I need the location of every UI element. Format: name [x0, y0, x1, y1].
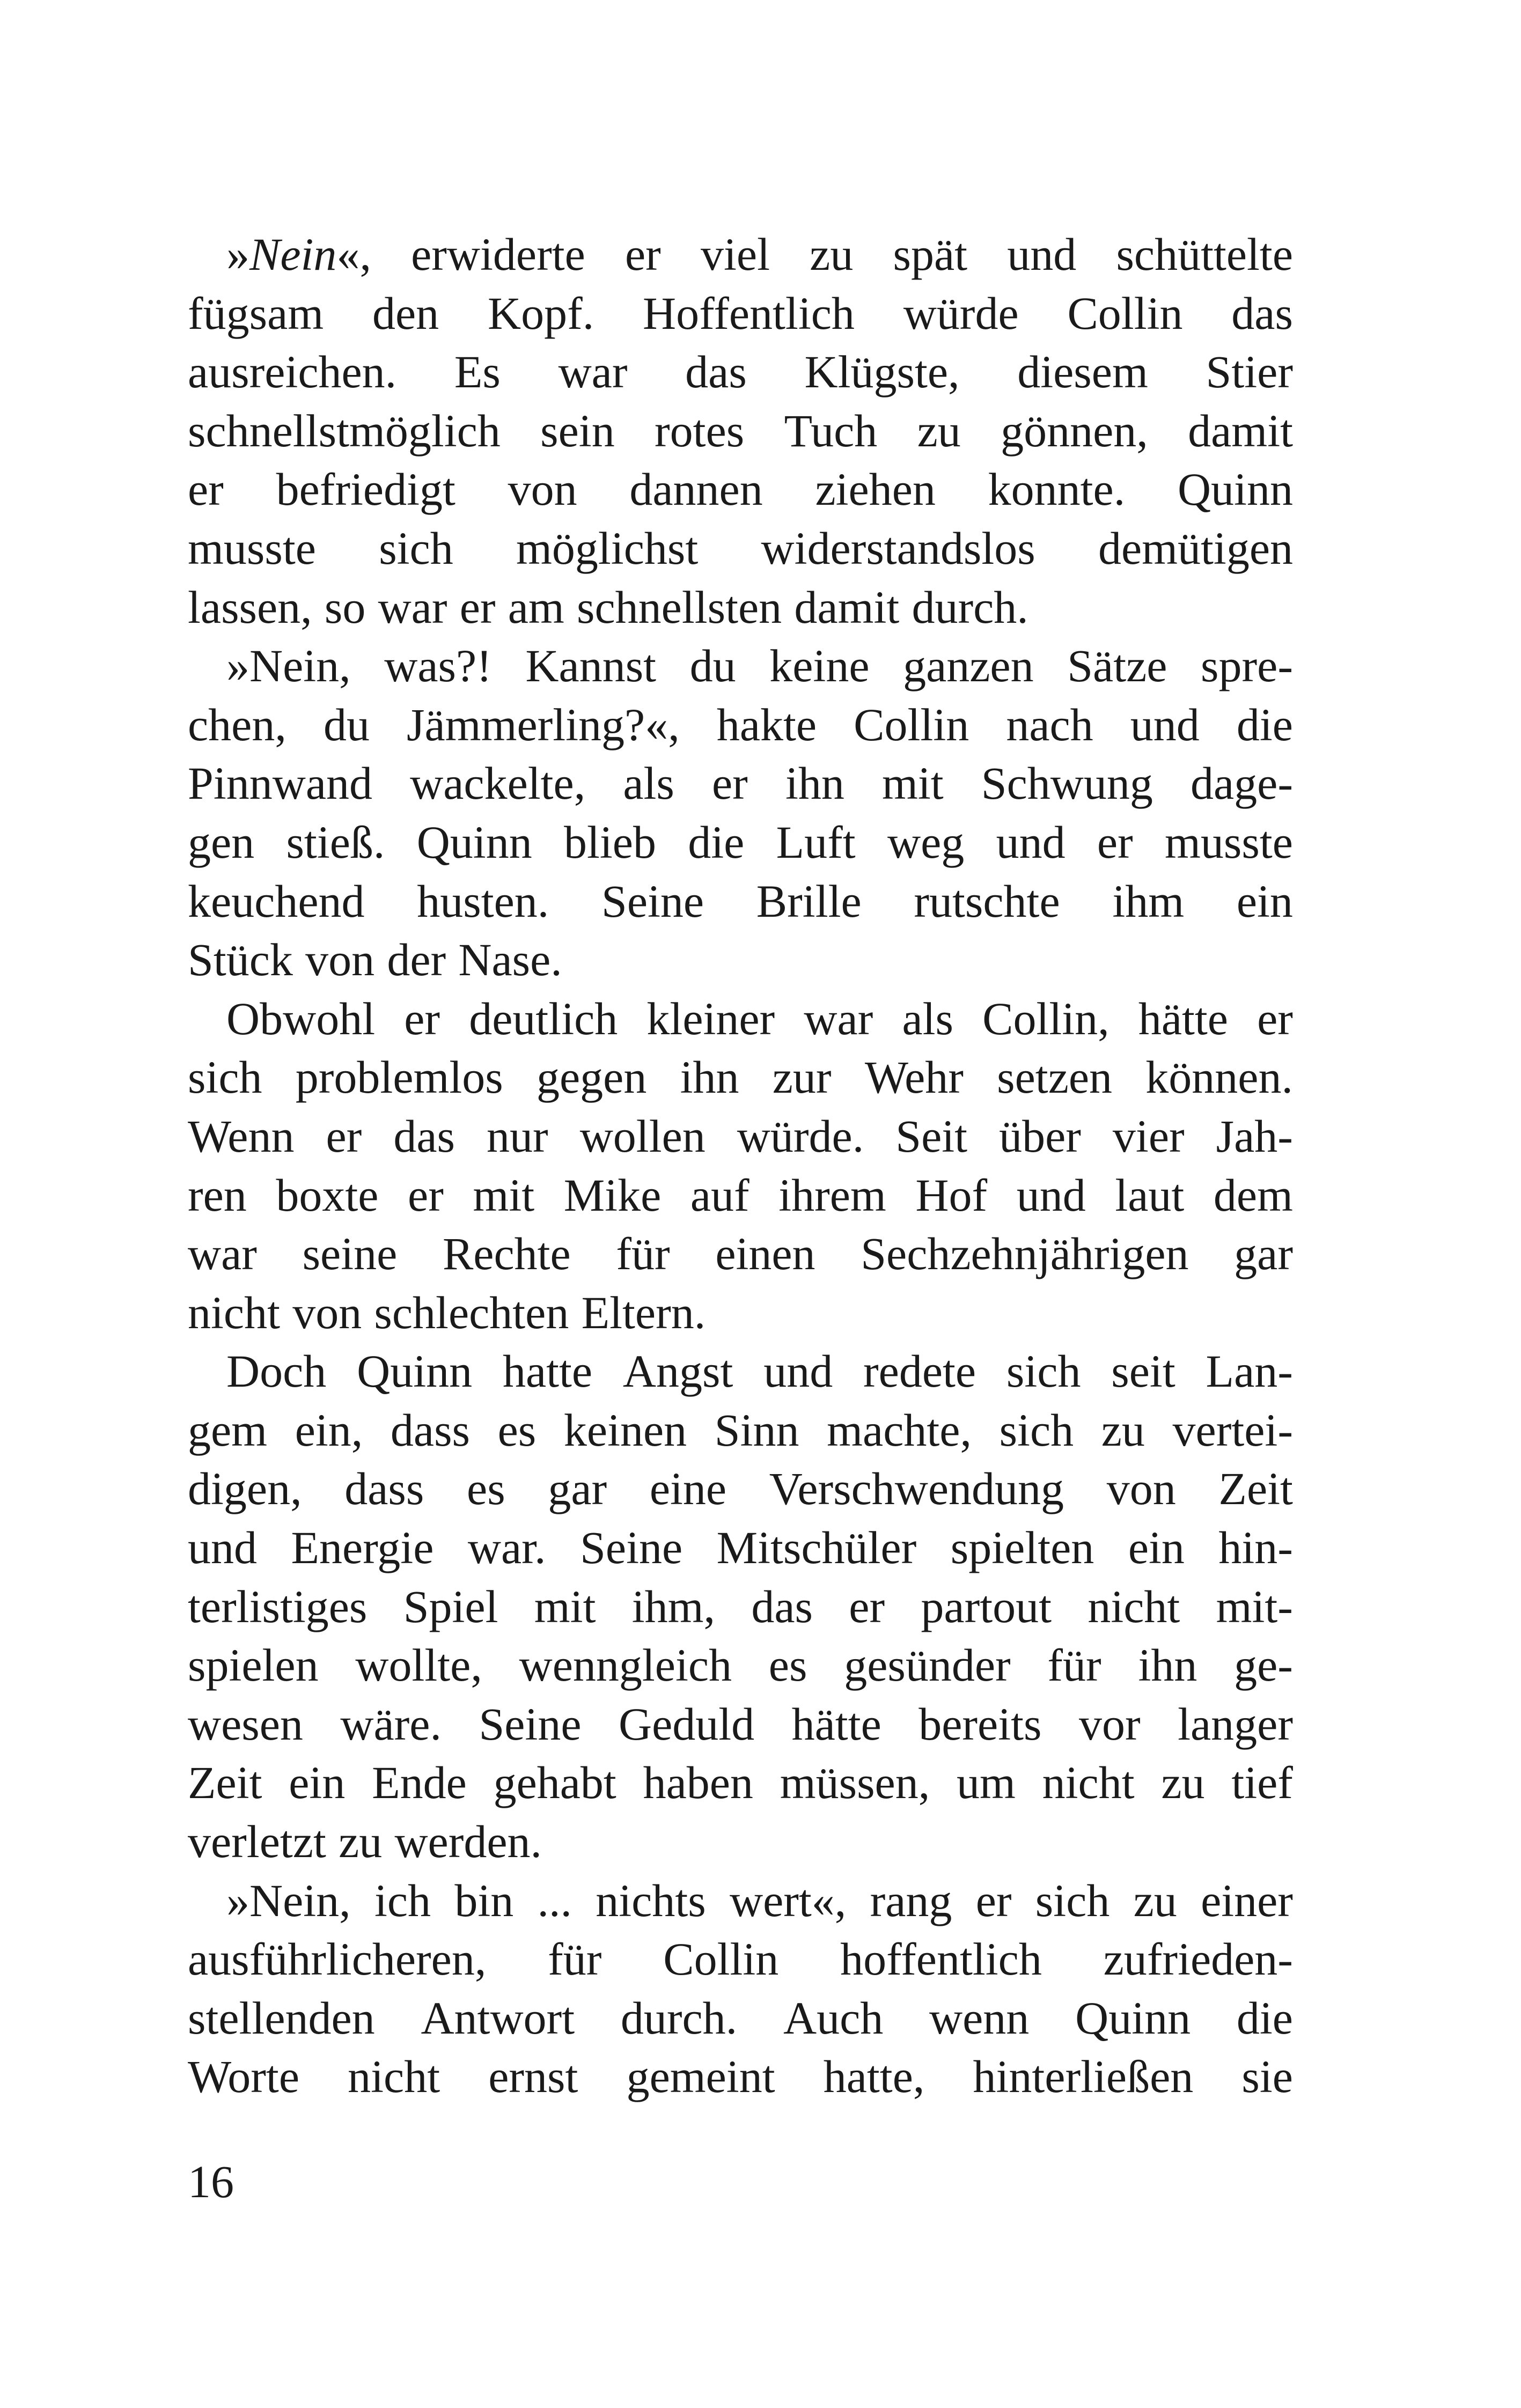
text-line	[188, 1048, 1293, 1107]
word: redete	[863, 1345, 976, 1397]
word: sich	[379, 522, 453, 574]
text-line	[188, 578, 1293, 637]
word: das	[685, 346, 747, 398]
word: Pinnwand	[188, 757, 372, 809]
word: Sinn	[714, 1404, 799, 1456]
text-line	[188, 754, 1293, 813]
word: von	[305, 934, 375, 986]
word: hin-	[1218, 1522, 1293, 1574]
word: er	[404, 992, 440, 1044]
word: rotes	[655, 404, 745, 456]
word: ren	[188, 1169, 247, 1221]
word: Verschwendung	[769, 1463, 1064, 1515]
word: das	[1231, 287, 1293, 339]
word: eine	[649, 1463, 727, 1515]
word: Rechte	[442, 1228, 571, 1280]
word: Es	[454, 346, 501, 398]
word: sich	[188, 1051, 262, 1103]
text-line	[188, 343, 1293, 402]
word: Kannst	[525, 640, 657, 692]
word: zu	[1161, 1757, 1205, 1809]
text-line	[188, 637, 1293, 696]
word: werden.	[394, 1816, 542, 1868]
word: demütigen	[1098, 522, 1293, 574]
word: Ende	[372, 1757, 467, 1809]
word: »Nein,	[226, 1874, 351, 1926]
word: konnte.	[988, 463, 1126, 516]
word: schnellsten	[577, 581, 782, 633]
word: zu	[917, 404, 961, 456]
word: und	[188, 1522, 257, 1574]
word: »Nein,	[226, 640, 351, 692]
word: er	[849, 1580, 885, 1632]
word: Collin,	[982, 992, 1109, 1044]
text-line	[188, 1754, 1293, 1813]
word: gesünder	[844, 1639, 1011, 1691]
word: dage-	[1191, 757, 1293, 809]
word: Stier	[1206, 346, 1293, 398]
word: gemeint	[626, 2051, 775, 2103]
word: und	[1007, 229, 1077, 280]
text-line	[188, 1166, 1293, 1225]
word: deutlich	[469, 992, 618, 1044]
word: als	[623, 757, 674, 809]
word: ganzen	[903, 640, 1034, 692]
word: viel	[701, 229, 770, 280]
word: chen,	[188, 698, 286, 750]
word: schüttelte	[1116, 229, 1293, 280]
word: Eltern.	[581, 1286, 706, 1338]
word: die	[1236, 1992, 1293, 2044]
text-line	[188, 813, 1293, 872]
word: einen	[715, 1228, 815, 1280]
word: stieß.	[286, 816, 385, 868]
word: vertei-	[1172, 1404, 1293, 1456]
word: er	[459, 581, 496, 633]
word: für	[1047, 1639, 1101, 1691]
word: um	[956, 1757, 1016, 1809]
text-line	[188, 225, 1293, 284]
word: Worte	[188, 2051, 299, 2103]
word: es	[768, 1639, 807, 1691]
word: war	[804, 992, 873, 1044]
italic-word: Nein	[249, 229, 337, 280]
word: am	[508, 581, 564, 633]
word: Wenn	[188, 1110, 295, 1162]
word: ge-	[1234, 1639, 1293, 1691]
word: durch.	[620, 1992, 738, 2044]
word: vor	[1078, 1698, 1141, 1750]
text-line	[188, 1695, 1293, 1754]
word: wert«,	[730, 1874, 847, 1926]
word: Quinn	[416, 816, 532, 868]
text-line	[188, 931, 1293, 990]
word: terlistiges	[188, 1580, 368, 1632]
word: kleiner	[646, 992, 775, 1044]
word: durch.	[912, 581, 1028, 633]
word: tief	[1231, 1757, 1293, 1809]
word: Collin	[663, 1933, 779, 1985]
word: spielen	[188, 1639, 319, 1691]
word: wesen	[188, 1698, 303, 1750]
text-line	[188, 1636, 1293, 1695]
word: Quinn	[1075, 1992, 1191, 2044]
word: musste	[188, 522, 316, 574]
word: Antwort	[421, 1992, 575, 2044]
word: hinterließen	[973, 2051, 1194, 2103]
word: gem	[188, 1404, 268, 1456]
word: spielten	[950, 1522, 1094, 1574]
word: schlechten	[374, 1286, 569, 1338]
text-line	[188, 990, 1293, 1049]
word: hakte	[716, 698, 817, 750]
word: Quinn	[1177, 463, 1293, 516]
word: zu	[810, 229, 854, 280]
word: er	[1097, 816, 1133, 868]
quote-mark: »	[226, 229, 249, 280]
word: er	[712, 757, 748, 809]
word	[226, 225, 371, 284]
word: Geduld	[619, 1698, 755, 1750]
word: lassen,	[188, 581, 312, 633]
word: war	[558, 346, 628, 398]
text-line	[188, 1578, 1293, 1637]
word: nicht	[1042, 1757, 1135, 1809]
word: Zeit	[188, 1757, 262, 1809]
word: gönnen,	[1001, 404, 1148, 456]
word: sich	[1006, 1345, 1081, 1397]
word: er	[188, 463, 224, 516]
word: den	[372, 287, 439, 339]
word: die	[688, 816, 745, 868]
word: dass	[344, 1463, 424, 1515]
text-line	[188, 460, 1293, 519]
word: ein,	[295, 1404, 363, 1456]
word: Obwohl	[226, 992, 376, 1044]
word: Wehr	[864, 1051, 964, 1103]
word: dannen	[629, 463, 763, 516]
word: musste	[1165, 816, 1293, 868]
word: er	[408, 1169, 444, 1221]
word: gar	[548, 1463, 607, 1515]
word: zufrieden-	[1103, 1933, 1293, 1985]
page-number: 16	[188, 2156, 234, 2207]
word: Zeit	[1218, 1463, 1293, 1515]
word: hatte	[502, 1345, 593, 1397]
word: ihn	[1138, 1639, 1197, 1691]
word: gehabt	[493, 1757, 616, 1809]
word: zu	[339, 1816, 383, 1868]
word: mit-	[1216, 1580, 1293, 1632]
word: nicht	[348, 2051, 440, 2103]
word: rang	[870, 1874, 952, 1926]
word: gar	[1234, 1228, 1293, 1280]
word: sich	[999, 1404, 1074, 1456]
word: ihrem	[778, 1169, 886, 1221]
word: Nase.	[458, 934, 562, 986]
word: digen,	[188, 1463, 302, 1515]
word: Seine	[580, 1522, 683, 1574]
word: Tuch	[784, 404, 878, 456]
word: Spiel	[403, 1580, 498, 1632]
word: Seit	[895, 1110, 968, 1162]
word: von	[1106, 1463, 1176, 1515]
word: ein	[1128, 1522, 1185, 1574]
word: nicht	[1088, 1580, 1180, 1632]
word: nur	[487, 1110, 548, 1162]
word: nichts	[596, 1874, 706, 1926]
word: haben	[643, 1757, 753, 1809]
word: sich	[1035, 1874, 1110, 1926]
word: ausreichen.	[188, 346, 397, 398]
word: husten.	[417, 875, 549, 927]
word: Collin	[1067, 287, 1183, 339]
word: war.	[467, 1522, 546, 1574]
word: spre-	[1201, 640, 1293, 692]
word: wollte,	[355, 1639, 482, 1691]
word: wackelte,	[410, 757, 586, 809]
text-line	[188, 1107, 1293, 1166]
word: Collin	[854, 698, 969, 750]
word: Auch	[783, 1992, 884, 2044]
text-line	[188, 696, 1293, 755]
word: würde.	[737, 1110, 864, 1162]
word: ...	[537, 1874, 572, 1926]
word: ihn	[680, 1051, 739, 1103]
word: mit	[473, 1169, 535, 1221]
text-line	[188, 1401, 1293, 1460]
word: wollen	[579, 1110, 706, 1162]
text-line	[188, 1225, 1293, 1284]
word: Doch	[226, 1345, 327, 1397]
word: auf	[690, 1169, 750, 1221]
word: blieb	[564, 816, 656, 868]
word: möglichst	[516, 522, 699, 574]
word: ihm,	[631, 1580, 716, 1632]
word: gegen	[537, 1051, 647, 1103]
word: Hof	[915, 1169, 988, 1221]
word: seit	[1111, 1345, 1175, 1397]
word: schnellstmöglich	[188, 404, 501, 456]
text-line	[188, 1342, 1293, 1401]
word: und	[1130, 698, 1200, 750]
word: Lan-	[1206, 1345, 1293, 1397]
word: fügsam	[188, 287, 324, 339]
text-line	[188, 1284, 1293, 1343]
word: würde	[903, 287, 1019, 339]
word: wäre.	[340, 1698, 442, 1750]
word: ernst	[488, 2051, 578, 2103]
word: hätte	[791, 1698, 881, 1750]
word: von	[508, 463, 577, 516]
word: sein	[540, 404, 615, 456]
word: langer	[1178, 1698, 1293, 1750]
word: Sechzehnjährigen	[861, 1228, 1189, 1280]
word: das	[751, 1580, 813, 1632]
word: nach	[1006, 698, 1093, 750]
word: der	[387, 934, 446, 986]
word: rutschte	[914, 875, 1060, 927]
word: was?!	[384, 640, 492, 692]
word: Brille	[756, 875, 862, 927]
word: verletzt	[188, 1816, 326, 1868]
word: spät	[893, 229, 968, 280]
word: die	[1236, 698, 1293, 750]
word: gen	[188, 816, 255, 868]
word: hatte,	[823, 2051, 925, 2103]
word: setzen	[997, 1051, 1113, 1103]
word: Angst	[622, 1345, 733, 1397]
word: Mike	[563, 1169, 662, 1221]
word: mit	[881, 757, 944, 809]
word: Hoffentlich	[643, 287, 855, 339]
word: damit	[1188, 404, 1293, 456]
word: war	[188, 1228, 257, 1280]
word: als	[902, 992, 953, 1044]
word: und	[1016, 1169, 1086, 1221]
word: machte,	[827, 1404, 972, 1456]
word: ich	[374, 1874, 431, 1926]
text-line	[188, 1930, 1293, 1989]
word: sie	[1241, 2051, 1293, 2103]
word: Kopf.	[487, 287, 594, 339]
text-line	[188, 402, 1293, 461]
word-tail: «,	[336, 229, 371, 280]
word: erwiderte	[411, 229, 585, 280]
word: bereits	[919, 1698, 1042, 1750]
text-line	[188, 1460, 1293, 1519]
word: Energie	[291, 1522, 434, 1574]
word: Quinn	[357, 1345, 473, 1397]
word: zu	[1101, 1404, 1145, 1456]
word: hätte	[1138, 992, 1228, 1044]
text-line	[188, 1813, 1293, 1872]
word: Schwung	[981, 757, 1153, 809]
word: wenn	[929, 1992, 1030, 2044]
word: keinen	[563, 1404, 687, 1456]
word: über	[999, 1110, 1081, 1162]
word: Seine	[479, 1698, 582, 1750]
word: nicht	[188, 1286, 280, 1338]
text-line	[188, 519, 1293, 578]
word: partout	[921, 1580, 1052, 1632]
word: Jämmerling?«,	[407, 698, 680, 750]
word: er	[625, 229, 661, 280]
word: wenngleich	[519, 1639, 732, 1691]
word: problemlos	[295, 1051, 503, 1103]
word: einer	[1201, 1874, 1293, 1926]
word: seine	[302, 1228, 398, 1280]
text-line	[188, 284, 1293, 343]
word: ausführlicheren,	[188, 1933, 487, 1985]
word: keuchend	[188, 875, 365, 927]
word: Luft	[776, 816, 856, 868]
word: und	[996, 816, 1066, 868]
word: mit	[534, 1580, 596, 1632]
word: ein	[289, 1757, 346, 1809]
word: Sätze	[1067, 640, 1167, 692]
text-line	[188, 1872, 1293, 1931]
text-line	[188, 1989, 1293, 2048]
word: das	[393, 1110, 455, 1162]
word: für	[616, 1228, 670, 1280]
word: weg	[887, 816, 965, 868]
word: und	[763, 1345, 833, 1397]
word: für	[548, 1933, 602, 1985]
word: boxte	[276, 1169, 379, 1221]
word: Mitschüler	[716, 1522, 917, 1574]
word: von	[292, 1286, 362, 1338]
word: Klügste,	[804, 346, 960, 398]
word: diesem	[1017, 346, 1148, 398]
word: du	[323, 698, 370, 750]
word: er	[975, 1874, 1012, 1926]
word: befriedigt	[276, 463, 455, 516]
word: so	[324, 581, 366, 633]
word: dem	[1213, 1169, 1293, 1221]
word: du	[689, 640, 736, 692]
word: zur	[772, 1051, 832, 1103]
word: Seine	[601, 875, 704, 927]
text-line	[188, 1519, 1293, 1578]
word: ziehen	[815, 463, 936, 516]
word: er	[1257, 992, 1293, 1044]
word: stellenden	[188, 1992, 375, 2044]
word: Jah-	[1216, 1110, 1293, 1162]
word: er	[326, 1110, 362, 1162]
word: es	[467, 1463, 505, 1515]
body-text	[188, 225, 1293, 2107]
word: können.	[1145, 1051, 1293, 1103]
word: widerstandslos	[761, 522, 1035, 574]
word: hoffentlich	[840, 1933, 1042, 1985]
word: bin	[454, 1874, 514, 1926]
word: müssen,	[780, 1757, 930, 1809]
word: es	[497, 1404, 537, 1456]
word: vier	[1112, 1110, 1185, 1162]
word: ein	[1236, 875, 1293, 927]
text-line	[188, 2048, 1293, 2107]
word: ihm	[1112, 875, 1185, 927]
word: Stück	[188, 934, 293, 986]
word: keine	[769, 640, 870, 692]
word: damit	[794, 581, 900, 633]
text-line	[188, 872, 1293, 931]
word: dass	[390, 1404, 471, 1456]
word: ihn	[785, 757, 844, 809]
word: laut	[1115, 1169, 1185, 1221]
word: war	[378, 581, 447, 633]
word: zu	[1133, 1874, 1177, 1926]
